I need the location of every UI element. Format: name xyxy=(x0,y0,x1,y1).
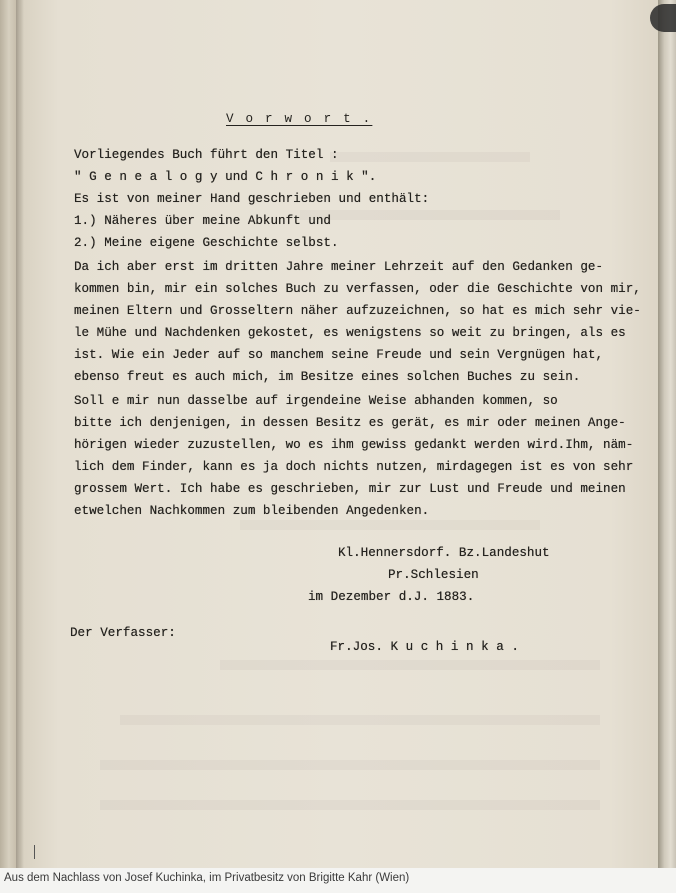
author-signature: Fr.Jos. K u c h i n k a . xyxy=(330,640,519,654)
document-title: V o r w o r t . xyxy=(226,112,373,126)
text-line: 1.) Näheres über meine Abkunft und xyxy=(74,214,331,228)
book-left-edge xyxy=(0,0,16,868)
text-line: ist. Wie ein Jeder auf so manchem seine Freude und sein Vergnügen hat, xyxy=(74,348,604,362)
text-line: le Mühe und Nachdenken gekostet, es wenigstens so weit zu bringen, als es xyxy=(74,326,626,340)
image-caption: Aus dem Nachlass von Josef Kuchinka, im Privatbesitz von Brigitte Kahr (Wien) xyxy=(4,872,410,884)
text-line: lich dem Finder, kann es ja doch nichts nutzen, mirdagegen ist es von sehr xyxy=(74,460,634,474)
text-line: " G e n e a l o g y und C h r o n i k ". xyxy=(74,170,377,184)
author-label: Der Verfasser: xyxy=(70,626,176,640)
text-line: Es ist von meiner Hand geschrieben und enthält: xyxy=(74,192,430,206)
text-line: Da ich aber erst im dritten Jahre meiner Lehrzeit auf den Gedanken ge- xyxy=(74,260,604,274)
page-gutter-shadow xyxy=(16,0,24,868)
text-line: hörigen wieder zuzustellen, wo es ihm gewiss gedankt werden wird.Ihm, näm- xyxy=(74,438,634,452)
text-line: 2.) Meine eigene Geschichte selbst. xyxy=(74,236,339,250)
binder-clip xyxy=(650,4,676,32)
typewritten-sheet xyxy=(20,0,660,868)
text-line: Vorliegendes Buch führt den Titel : xyxy=(74,148,339,162)
text-line: grossem Wert. Ich habe es geschrieben, mir zur Lust und Freude und meinen xyxy=(74,482,626,496)
region-line: Pr.Schlesien xyxy=(388,568,479,582)
bottom-margin-mark xyxy=(34,845,35,859)
text-line: bitte ich denjenigen, in dessen Besitz es gerät, es mir oder meinen Ange- xyxy=(74,416,626,430)
place-line: Kl.Hennersdorf. Bz.Landeshut xyxy=(338,546,550,560)
book-right-edge xyxy=(658,0,676,868)
text-line: meinen Eltern und Grosseltern näher aufzuzeichnen, so hat es mich sehr vie- xyxy=(74,304,641,318)
text-line: Soll e mir nun dasselbe auf irgendeine Weise abhanden kommen, so xyxy=(74,394,558,408)
date-line: im Dezember d.J. 1883. xyxy=(308,590,475,604)
text-line: ebenso freut es auch mich, im Besitze eines solchen Buches zu sein. xyxy=(74,370,581,384)
text-line: kommen bin, mir ein solches Buch zu verfassen, oder die Geschichte von mir, xyxy=(74,282,641,296)
text-line: etwelchen Nachkommen zum bleibenden Angedenken. xyxy=(74,504,430,518)
